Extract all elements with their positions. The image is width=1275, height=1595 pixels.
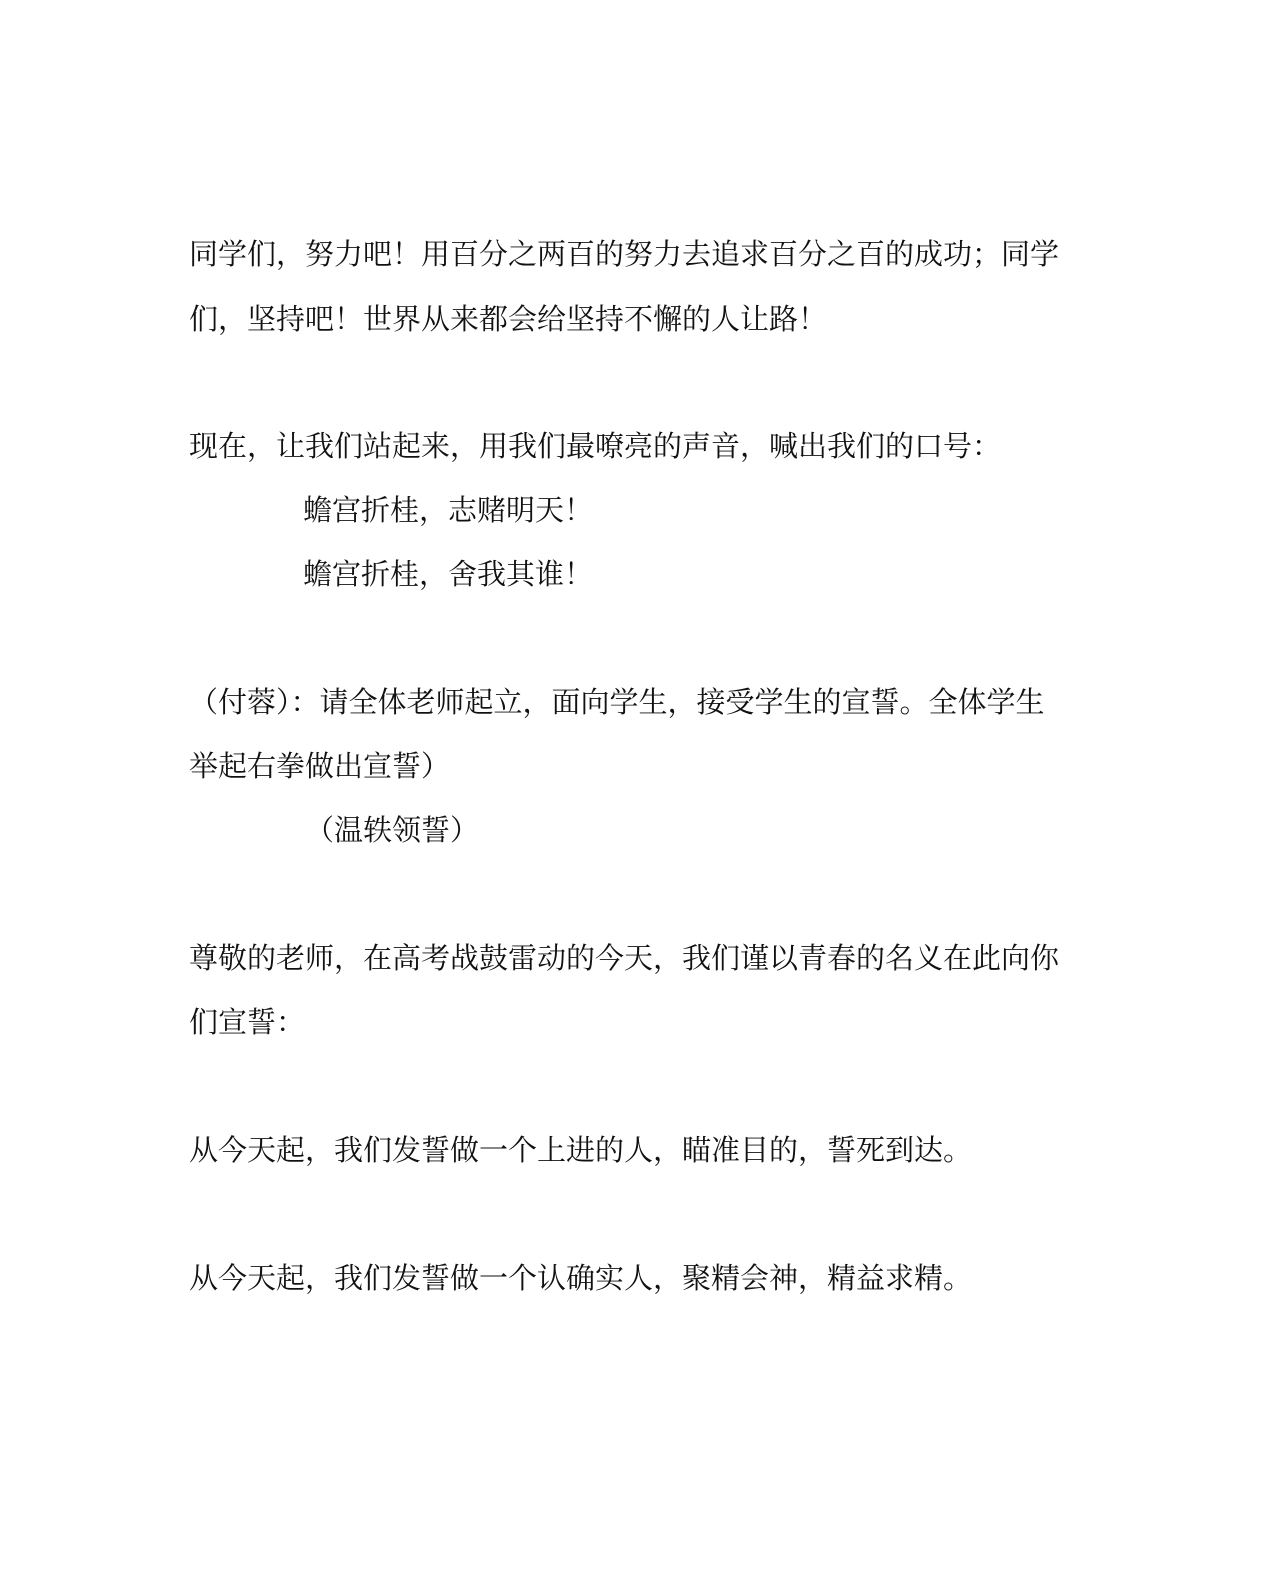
slogan-line-2: 蟾宫折桂，舍我其谁！ bbox=[303, 557, 594, 591]
paragraph-oath-intro-line-1: 尊敬的老师，在高考战鼓雷动的今天，我们谨以青春的名义在此向你 bbox=[189, 941, 1060, 975]
paragraph-oath-intro-line-2: 们宣誓： bbox=[189, 1005, 306, 1039]
paragraph-teacher-stand-line-2: 举起右拳做出宣誓） bbox=[189, 749, 451, 783]
paragraph-slogan-intro: 现在，让我们站起来，用我们最嘹亮的声音，喊出我们的口号： bbox=[189, 429, 1002, 463]
slogan-line-1: 蟾宫折桂，志赌明天！ bbox=[303, 493, 594, 527]
oath-leader-note: （温轶领誓） bbox=[305, 813, 480, 847]
paragraph-teacher-stand-line-1: （付蓉）：请全体老师起立，面向学生，接受学生的宣誓。全体学生 bbox=[189, 685, 1045, 719]
oath-line-2: 从今天起，我们发誓做一个认确实人，聚精会神，精益求精。 bbox=[189, 1261, 973, 1295]
paragraph-encouragement-line-1: 同学们，努力吧！用百分之两百的努力去追求百分之百的成功；同学 bbox=[189, 237, 1060, 271]
paragraph-encouragement-line-2: 们，坚持吧！世界从来都会给坚持不懈的人让路！ bbox=[189, 302, 828, 336]
oath-line-1: 从今天起，我们发誓做一个上进的人，瞄准目的，誓死到达。 bbox=[189, 1133, 973, 1167]
